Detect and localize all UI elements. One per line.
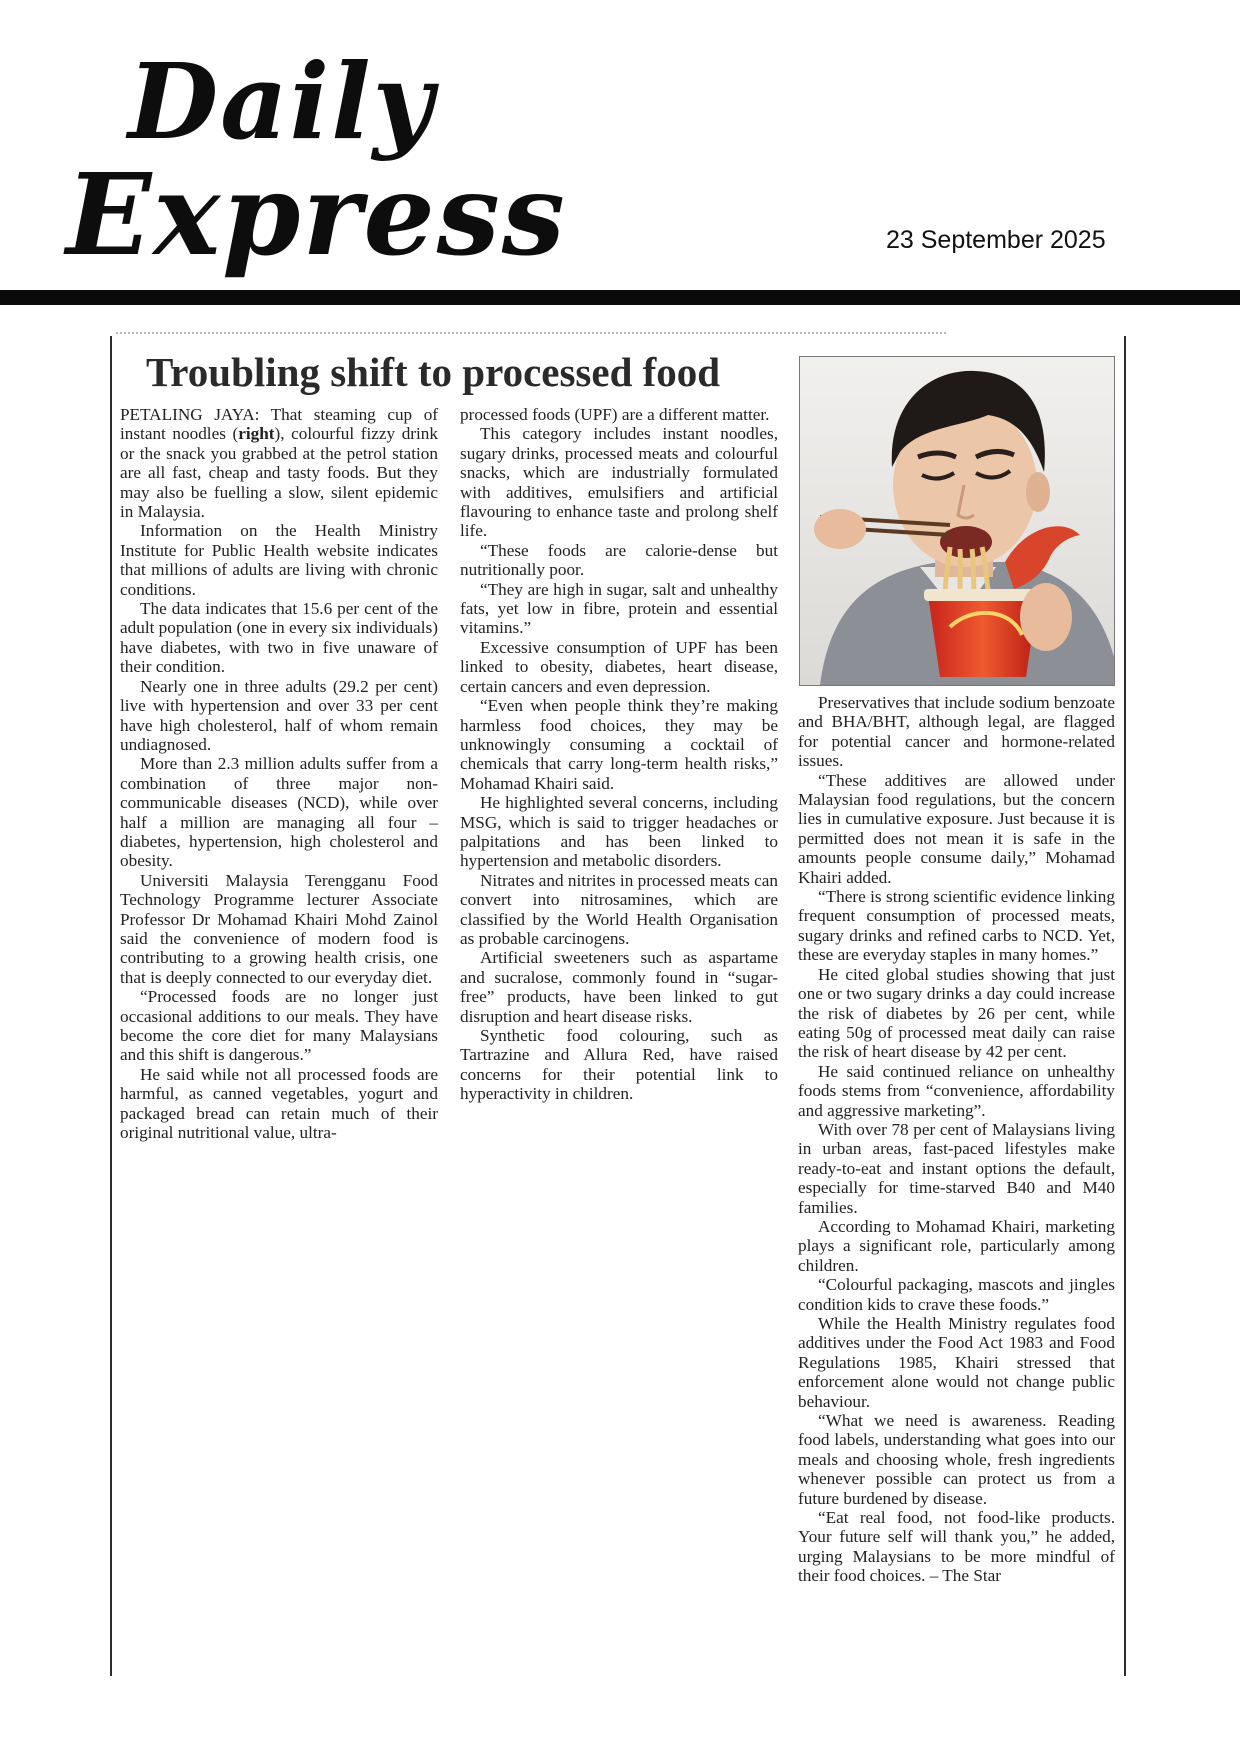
article-paragraph: “What we need is awareness. Reading food labels, understanding what goes into our meals and choosing whole, fresh ingredients whenever possible can protect us from a future burdened by disease. xyxy=(798,1411,1115,1508)
logo-line-express: Express xyxy=(66,150,567,281)
article-paragraph: Excessive consumption of UPF has been linked to obesity, diabetes, heart disease, certain cancers and even depression. xyxy=(460,637,778,696)
article-headline: Troubling shift to processed food xyxy=(146,349,721,395)
article-paragraph: “There is strong scientific evidence linking frequent consumption of processed meats, sugary drinks and refined carbs to NCD. Yet, these are everyday staples in many homes.” xyxy=(798,887,1115,965)
publication-date: 23 September 2025 xyxy=(886,226,1106,254)
article-paragraph: Nearly one in three adults (29.2 per cent) live with hypertension and over 33 per cent have high cholesterol, half of whom remain undiagnosed. xyxy=(120,676,438,754)
article-paragraph: He said while not all processed foods are harmful, as canned vegetables, yogurt and packaged bread can retain much of their original nutritional value, ultra- xyxy=(120,1064,438,1143)
article-column-3 xyxy=(798,693,1115,1586)
article-paragraph: More than 2.3 million adults suffer from a combination of three major non-communicable diseases (NCD), while over half a million are managing all four – diabetes, hypertension, high cholesterol and obesity. xyxy=(120,754,438,871)
article-clipping xyxy=(110,336,1126,1676)
photo-illustration xyxy=(800,357,1114,685)
article-paragraph: “Eat real food, not food-like products. Your future self will thank you,” he added, urging Malaysians to be more mindful of their food choices. – The Star xyxy=(798,1508,1115,1586)
article-paragraph: He cited global studies showing that just one or two sugary drinks a day could increase the risk of diabetes by 26 per cent, while eating 50g of processed meat daily can raise the risk of heart disease by 42 per cent. xyxy=(798,964,1115,1062)
article-paragraph: Information on the Health Ministry Institute for Public Health website indicates that millions of adults are living with chronic conditions. xyxy=(120,521,438,599)
article-paragraph: Universiti Malaysia Terengganu Food Technology Programme lecturer Associate Professor Dr Mohamad Khairi Mohd Zainol said the convenience of modern food is contributing to a growing health crisis, one that is deeply connected to our everyday diet. xyxy=(120,870,438,987)
article-column-1 xyxy=(120,405,438,1142)
article-column-2 xyxy=(460,405,778,1104)
article-paragraph: Synthetic food colouring, such as Tartrazine and Allura Red, have raised concerns for their potential link to hyperactivity in children. xyxy=(460,1026,778,1104)
article-paragraph: The data indicates that 15.6 per cent of the adult population (one in every six individuals) have diabetes, with two in five unaware of their condition. xyxy=(120,599,438,677)
left-column-rule xyxy=(110,336,112,1676)
article-paragraph: Preservatives that include sodium benzoate and BHA/BHT, although legal, are flagged for potential cancer and hormone-related issues. xyxy=(798,693,1115,771)
article-paragraph: “Even when people think they’re making harmless food choices, they may be unknowingly consuming a cocktail of chemicals that carry long-term health risks,” Mohamad Khairi said. xyxy=(460,696,778,793)
article-paragraph: “Processed foods are no longer just occasional additions to our meals. They have become the core diet for many Malaysians and this shift is dangerous.” xyxy=(120,987,438,1065)
right-column-rule xyxy=(1124,336,1126,1676)
article-paragraph: “These additives are allowed under Malaysian food regulations, but the concern lies in cumulative exposure. Just because it is permitted does not mean it is safe in the amounts people consume daily,” Mohamad Khairi added. xyxy=(798,770,1115,887)
lead-paragraph: PETALING JAYA: That steaming cup of instant noodles (right), colourful fizzy drink or the snack you grabbed at the petrol station are all fast, cheap and tasty foods. But they may also be fuelling a slow, silent epidemic in Malaysia. xyxy=(120,405,439,522)
masthead-rule xyxy=(0,290,1240,305)
article-paragraph: This category includes instant noodles, sugary drinks, processed meats and colourful snacks, which are industrially formulated with additives, emulsifiers and artificial flavouring to enhance taste and prolong shelf life. xyxy=(460,424,778,541)
clipping-cut-edge xyxy=(116,332,946,340)
logo-line-daily: Daily xyxy=(128,40,436,163)
article-paragraph: He highlighted several concerns, including MSG, which is said to trigger headaches or palpitations and has been linked to hypertension and metabolic disorders. xyxy=(460,793,778,871)
dateline: PETALING JAYA: xyxy=(120,405,260,424)
article-paragraph: He said continued reliance on unhealthy foods stems from “convenience, affordability and aggressive marketing”. xyxy=(798,1061,1115,1120)
masthead xyxy=(0,0,1240,300)
article-paragraph: While the Health Ministry regulates food additives under the Food Act 1983 and Food Regulations 1985, Khairi stressed that enforcement alone would not change public behaviour. xyxy=(798,1314,1115,1411)
article-paragraph: Artificial sweeteners such as aspartame and sucralose, commonly found in “sugar-free” products, have been linked to gut disruption and heart disease risks. xyxy=(460,948,778,1026)
article-paragraph: “These foods are calorie-dense but nutritionally poor. xyxy=(460,540,778,580)
article-paragraph: With over 78 per cent of Malaysians living in urban areas, fast-paced lifestyles make ready-to-eat and instant options the default, especially for time-starved B40 and M40 families. xyxy=(798,1119,1115,1217)
article-paragraph: According to Mohamad Khairi, marketing plays a significant role, particularly among children. xyxy=(798,1216,1115,1275)
article-paragraph: “Colourful packaging, mascots and jingles condition kids to crave these foods.” xyxy=(798,1275,1115,1314)
article-photo-man-eating-noodles xyxy=(799,356,1115,686)
photo-reference: right xyxy=(238,424,275,444)
article-paragraph: “They are high in sugar, salt and unhealthy fats, yet low in fibre, protein and essential vitamins.” xyxy=(460,579,778,638)
article-paragraph: Nitrates and nitrites in processed meats can convert into nitrosamines, which are classified by the World Health Organisation as probable carcinogens. xyxy=(460,870,778,948)
newspaper-logo xyxy=(66,40,567,281)
article-paragraph: processed foods (UPF) are a different matter. xyxy=(460,405,770,424)
